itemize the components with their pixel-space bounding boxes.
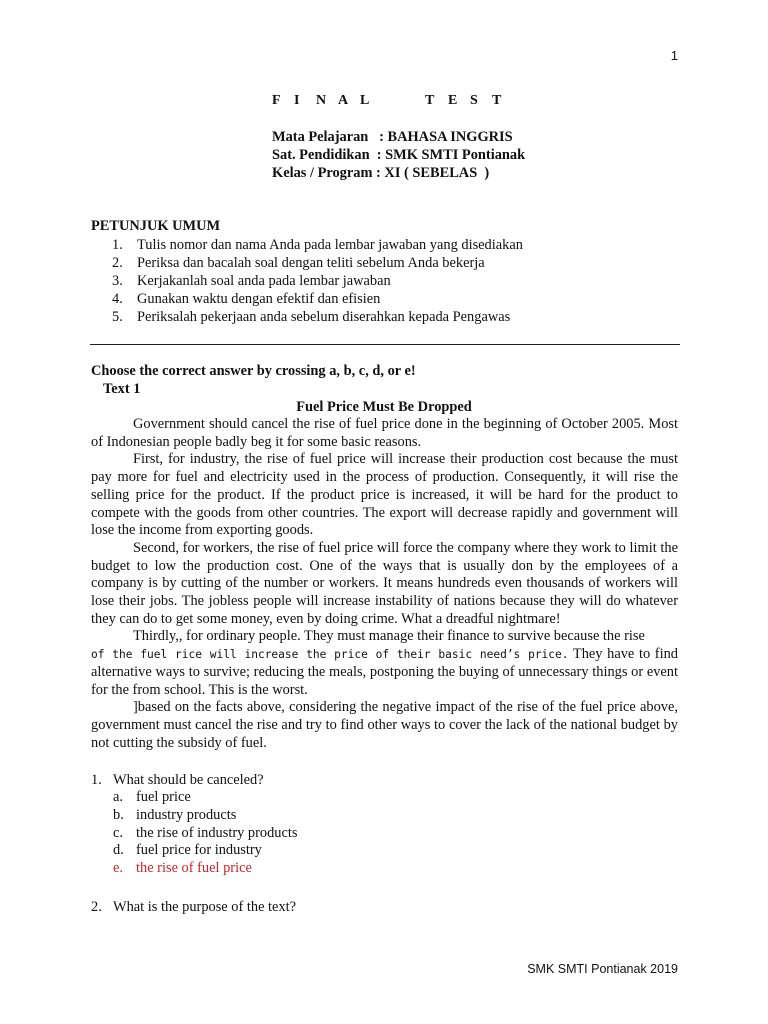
- title-letter: N: [316, 93, 327, 108]
- list-item-text: Periksa dan bacalah soal dengan teliti sebelum Anda bekerja: [137, 255, 485, 271]
- title-letter: A: [338, 93, 349, 108]
- meta-school: Sat. Pendidikan : SMK SMTI Pontianak: [272, 147, 526, 163]
- option-letter: c.: [113, 824, 123, 841]
- paragraph: Second, for workers, the rise of fuel price will force the company where they work to limit the budget to low the production cost. One of the ways that is usually don by the employees of a company is by cutting of the number or workers. It means hundreds even thousands of workers will lose their jobs. The jobless people will increase instability of nations because they will do whatever they can do to get some money, even by doing crime. What a dreadful nightmare!: [91, 539, 678, 627]
- title-letter: S: [470, 93, 478, 108]
- reading-passage: [91, 416, 678, 752]
- option-text: industry products: [136, 806, 237, 823]
- title-letter: F: [272, 93, 281, 108]
- answer-option: [113, 789, 681, 807]
- page-title: [272, 93, 501, 109]
- list-item: [112, 236, 523, 254]
- question-1: [91, 772, 681, 878]
- title-letter: T: [492, 93, 502, 108]
- question-2: [91, 899, 681, 916]
- exam-meta: [272, 128, 525, 182]
- meta-class: Kelas / Program : XI ( SEBELAS ): [272, 165, 490, 181]
- title-letter: L: [360, 93, 370, 108]
- list-item: [112, 308, 523, 326]
- reading-title: Fuel Price Must Be Dropped: [296, 399, 472, 415]
- paragraph-text: They have to find alternative ways to survive; reducing the meals, postponing the buying of unnecessary things or event for the from school. This is the worst.: [91, 646, 678, 698]
- option-letter: d.: [113, 842, 124, 859]
- answer-option: [113, 807, 681, 825]
- option-text: fuel price: [136, 789, 191, 805]
- general-instructions-list: [112, 236, 523, 326]
- answer-options: [91, 789, 681, 878]
- list-item-number: 1.: [112, 237, 123, 253]
- question-number: 1.: [91, 772, 102, 788]
- list-item: [112, 290, 523, 308]
- title-letter: I: [294, 93, 300, 108]
- list-item: [112, 254, 523, 272]
- list-item-number: 4.: [112, 291, 123, 307]
- answer-option: [113, 825, 681, 843]
- option-text: the rise of industry products: [136, 824, 298, 841]
- question-stem: [91, 899, 681, 916]
- title-letter: E: [448, 93, 458, 108]
- option-letter: a.: [113, 789, 123, 805]
- question-text: What should be canceled?: [113, 772, 264, 788]
- paragraph: First, for industry, the rise of fuel price will increase their production cost because the must pay more for fuel and electricity used in the process of production. Consequently, it will rise the selling price for the product. If the product price is increased, it will be hard for the product to compete with the goods from other countries. The export will decrease rapidly and government will lose the income from exporting goods.: [91, 451, 678, 539]
- footer: SMK SMTI Pontianak 2019: [527, 962, 678, 976]
- title-letter: T: [425, 93, 435, 108]
- monospace-fragment: of the fuel rice will increase the price of their basic need’s price.: [91, 648, 569, 662]
- paragraph: Thirdly,, for ordinary people. They must manage their finance to survive because the rise: [133, 628, 645, 645]
- question-number: 2.: [91, 899, 102, 915]
- option-text: the rise of fuel price: [136, 860, 252, 877]
- paragraph: Government should cancel the rise of fuel price done in the beginning of October 2005. Most of Indonesian people badly beg it for some basic reasons.: [91, 416, 678, 450]
- question-stem: [91, 772, 681, 789]
- list-item-number: 5.: [112, 309, 123, 325]
- general-instructions-heading: PETUNJUK UMUM: [91, 218, 221, 234]
- list-item-text: Tulis nomor dan nama Anda pada lembar jawaban yang disediakan: [137, 237, 523, 253]
- text-label: Text 1: [103, 381, 141, 397]
- list-item-number: 3.: [112, 273, 123, 289]
- list-item: [112, 272, 523, 290]
- list-item-text: Gunakan waktu dengan efektif dan efisien: [137, 291, 381, 307]
- list-item-number: 2.: [112, 255, 123, 271]
- list-item-text: Kerjakanlah soal anda pada lembar jawaban: [137, 273, 391, 289]
- page-number: 1: [670, 48, 678, 63]
- answer-instruction: Choose the correct answer by crossing a, b, c, d, or e!: [91, 363, 416, 379]
- option-letter: b.: [113, 806, 124, 823]
- meta-subject: Mata Pelajaran : BAHASA INGGRIS: [272, 129, 513, 145]
- question-text: What is the purpose of the text?: [113, 899, 297, 915]
- option-text: fuel price for industry: [136, 842, 262, 859]
- paragraph-continuation: [91, 646, 678, 699]
- option-letter: e.: [113, 860, 123, 877]
- paragraph: ]based on the facts above, considering the negative impact of the rise of the fuel price above, government must cancel the rise and try to find other ways to cover the lack of the national budget by not cutting the subsidy of fuel.: [91, 699, 678, 751]
- section-divider: [90, 344, 680, 345]
- correct-answer-option: [113, 860, 681, 878]
- answer-option: [113, 842, 681, 860]
- list-item-text: Periksalah pekerjaan anda sebelum diserahkan kepada Pengawas: [137, 309, 511, 325]
